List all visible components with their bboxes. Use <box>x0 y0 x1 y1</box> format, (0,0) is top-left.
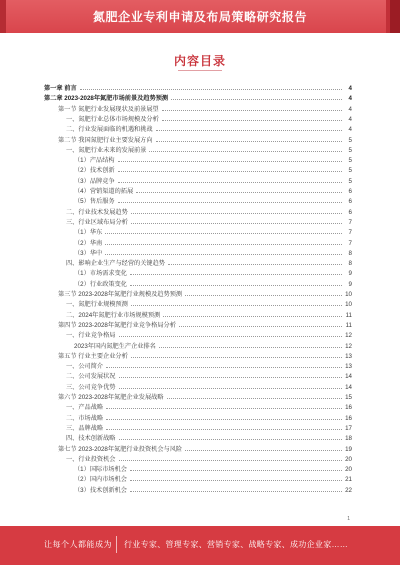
toc-entry-page: 4 <box>348 85 352 92</box>
toc-entry[interactable] <box>66 453 352 463</box>
toc-entry[interactable] <box>74 340 352 350</box>
toc-entry-title: 第一节 氮肥行业发展现状及前景展望 <box>58 105 159 113</box>
toc-leader-dots <box>168 263 342 265</box>
toc-leader-dots <box>130 273 342 275</box>
toc-leader-dots <box>131 304 342 306</box>
toc-entry[interactable] <box>74 237 352 247</box>
toc-entry-title: （3）品牌竞争 <box>74 177 115 185</box>
toc-entry-page: 20 <box>345 455 352 463</box>
toc-entry-title: （3）技术创新机会 <box>74 486 127 494</box>
toc-leader-dots <box>156 140 342 142</box>
toc-entry[interactable] <box>66 422 352 432</box>
toc-leader-dots <box>131 212 342 214</box>
toc-leader-dots <box>119 335 343 337</box>
toc-leader-dots <box>171 98 342 100</box>
toc-entry-page: 18 <box>345 435 352 443</box>
report-title: 氮肥企业专利申请及布局策略研究报告 <box>92 10 308 24</box>
toc-leader-dots <box>80 88 342 90</box>
toc-entry[interactable] <box>66 309 352 319</box>
toc-entry-page: 12 <box>345 342 352 350</box>
toc-entry[interactable] <box>66 206 352 216</box>
toc-leader-dots <box>131 222 342 224</box>
toc-entry-page: 19 <box>345 445 352 453</box>
toc-entry-title: （1）市场需求变化 <box>74 270 127 278</box>
toc-entry[interactable] <box>66 123 352 133</box>
header-banner <box>0 0 400 33</box>
toc-entry-title: （3）华中 <box>74 249 103 257</box>
toc-entry[interactable] <box>58 134 352 144</box>
toc-entry-page: 14 <box>345 383 352 391</box>
toc-entry[interactable] <box>58 288 352 298</box>
toc-entry-page: 5 <box>348 177 352 185</box>
toc-entry-title: 第六节 2023-2028年氮肥企业发展战略 <box>58 394 164 401</box>
toc-entry[interactable] <box>66 216 352 226</box>
toc-entry[interactable] <box>58 443 352 453</box>
toc-entry-page: 5 <box>348 167 352 175</box>
toc-entry-page: 16 <box>345 404 352 412</box>
toc-entry[interactable] <box>74 195 352 205</box>
toc-entry-title: 一、氮肥行业总体市场规模及分析 <box>66 115 159 123</box>
toc-entry-title: 三、品牌战略 <box>66 424 104 432</box>
toc-entry-page: 22 <box>345 486 352 494</box>
toc-entry[interactable] <box>66 144 352 154</box>
toc-leader-dots <box>105 232 342 234</box>
toc-entry-page: 4 <box>348 115 352 123</box>
toc-leader-dots <box>118 201 342 203</box>
toc-leader-dots <box>106 366 342 368</box>
toc-entry[interactable] <box>66 432 352 442</box>
toc-entry-title: 二、行业技术发展趋势 <box>66 208 128 216</box>
toc-entry[interactable] <box>66 412 352 422</box>
toc-entry-page: 16 <box>345 414 352 422</box>
toc-entry-page: 10 <box>345 301 352 309</box>
toc-entry-page: 13 <box>345 363 352 371</box>
toc-leader-dots <box>118 160 342 162</box>
toc-entry[interactable] <box>66 381 352 391</box>
toc-entry-title: （1）国际市场机会 <box>74 466 127 474</box>
toc-entry-title: （1）华东 <box>74 229 103 237</box>
toc-entry[interactable] <box>44 92 352 102</box>
toc-leader-dots <box>185 294 342 296</box>
toc-entry[interactable] <box>66 113 352 123</box>
toc-leader-dots <box>131 356 342 358</box>
toc-entry[interactable] <box>74 175 352 185</box>
toc-leader-dots <box>130 284 342 286</box>
toc-entry-title: 第一章 前言 <box>44 85 77 92</box>
toc-entry-page: 7 <box>348 239 352 247</box>
toc-entry-page: 7 <box>348 229 352 237</box>
toc-leader-dots <box>106 418 342 420</box>
toc-entry[interactable] <box>74 247 352 257</box>
toc-entry-title: 第五节 行业主要企业分析 <box>58 352 128 360</box>
toc-leader-dots <box>185 449 342 451</box>
toc-leader-dots <box>106 428 342 430</box>
toc-entry-title: （2）行业政策变化 <box>74 280 127 288</box>
toc-entry-title: 一、行业竞争格局 <box>66 332 116 340</box>
toc-entry-title: 第四节 2023-2028年氮肥行业竞争格局分析 <box>58 321 176 329</box>
toc-entry-page: 8 <box>348 260 352 268</box>
toc-entry-title: 二、市场战略 <box>66 414 104 422</box>
toc-heading-rule <box>178 70 222 71</box>
toc-leader-dots <box>119 459 343 461</box>
toc-entry[interactable] <box>74 164 352 174</box>
toc-leader-dots <box>162 109 342 111</box>
toc-entry-title: 第七节 2023-2028年氮肥行业投资机会与风险 <box>58 445 183 453</box>
footer-banner <box>0 526 400 565</box>
toc-entry[interactable] <box>74 484 352 494</box>
toc-leader-dots <box>118 170 342 172</box>
toc-entry[interactable] <box>74 473 352 483</box>
toc-entry[interactable] <box>66 257 352 267</box>
toc-leader-dots <box>130 469 342 471</box>
toc-entry-page: 6 <box>348 198 352 206</box>
toc-entry-page: 7 <box>348 218 352 226</box>
toc-leader-dots <box>179 325 342 327</box>
toc-entry[interactable] <box>58 391 352 401</box>
toc-entry[interactable] <box>74 267 352 277</box>
toc-entry[interactable] <box>74 278 352 288</box>
footer-tagline: 行业专家、管理专家、营销专家、战略专家、成功企业家…… <box>124 540 349 549</box>
toc-leader-dots <box>105 243 342 245</box>
toc-entry-title: 2023年国内氮肥生产企业排名 <box>74 342 156 350</box>
toc-entry-title: （2）技术创新 <box>74 167 115 175</box>
toc-leader-dots <box>119 438 343 440</box>
toc-leader-dots <box>119 376 343 378</box>
toc-entry-page: 15 <box>345 394 352 401</box>
toc-entry[interactable] <box>74 226 352 236</box>
toc-entry-title: 一、行业投资机会 <box>66 455 116 463</box>
toc-entry-page: 4 <box>348 126 352 134</box>
toc-entry-title: 一、公司简介 <box>66 363 104 371</box>
toc-entry[interactable] <box>58 319 352 329</box>
toc-leader-dots <box>106 407 342 409</box>
toc-entry-page: 10 <box>345 291 352 298</box>
toc-leader-dots <box>136 191 342 193</box>
page-number: 1 <box>347 516 350 522</box>
toc-entry[interactable] <box>66 370 352 380</box>
toc-entry-title: （1）产品结构 <box>74 157 115 165</box>
toc-entry[interactable] <box>66 329 352 339</box>
toc-entry-title: （5）售后服务 <box>74 198 115 206</box>
toc-entry-title: 二、2024年氮肥行业市场规模预测 <box>66 311 161 319</box>
toc-entry-page: 5 <box>348 157 352 165</box>
toc-leader-dots <box>156 129 342 131</box>
header-right-stripe <box>390 0 400 33</box>
toc-entry-title: 第三节 2023-2028年氮肥行业规模及趋势预测 <box>58 291 183 298</box>
toc-entry-page: 11 <box>345 311 352 319</box>
toc-leader-dots <box>167 397 342 399</box>
toc-entry[interactable] <box>74 463 352 473</box>
toc-heading: 内容目录 <box>173 54 226 68</box>
toc-entry-title: 一、氮肥行业未来的发展前景 <box>66 146 147 154</box>
toc-entry[interactable] <box>58 103 352 113</box>
toc-entry-title: （2）华南 <box>74 239 103 247</box>
toc-entry-page: 13 <box>345 352 352 360</box>
toc-leader-dots <box>119 387 343 389</box>
toc-entry[interactable] <box>74 185 352 195</box>
toc-entry-title: 二、公司发展状况 <box>66 373 116 381</box>
toc-entry-title: 第二节 我国氮肥行业主要发展方向 <box>58 136 153 144</box>
toc-leader-dots <box>118 181 342 183</box>
toc-entry[interactable] <box>74 154 352 164</box>
toc-entry[interactable] <box>66 298 352 308</box>
toc-entry-page: 14 <box>345 373 352 381</box>
header-left-stripe <box>0 0 6 33</box>
toc-entry[interactable] <box>66 401 352 411</box>
footer-lead-text: 让每个人都能成为 <box>44 540 112 549</box>
toc-entry-title: 一、产品战略 <box>66 404 104 412</box>
toc-leader-dots <box>105 253 342 255</box>
toc-entry-page: 6 <box>348 208 352 216</box>
toc-leader-dots <box>159 346 342 348</box>
toc-entry-title: 四、影响企业生产与经营的关键趋势 <box>66 260 165 268</box>
toc-leader-dots <box>149 150 342 152</box>
toc-entry-title: 三、公司竞争优势 <box>66 383 116 391</box>
toc-entry[interactable] <box>58 350 352 360</box>
toc-entry-title: 第二章 2023-2028年氮肥市场前景及趋势预测 <box>44 95 169 103</box>
toc-entry[interactable] <box>44 82 352 92</box>
toc-entry-title: （4）营销渠道的拓展 <box>74 188 134 195</box>
toc-entry-page: 17 <box>345 424 352 432</box>
toc-entry-title: 四、技术创新战略 <box>66 435 116 443</box>
toc-entry-page: 5 <box>348 136 352 144</box>
toc-entry-page: 4 <box>348 105 352 113</box>
toc-leader-dots <box>162 119 342 121</box>
toc-entry-page: 9 <box>348 270 352 278</box>
toc-entry-page: 9 <box>348 280 352 288</box>
toc-entry-page: 8 <box>348 249 352 257</box>
toc-entry-title: 三、行业区域布局分析 <box>66 218 128 226</box>
toc-entry-title: 二、行业发展面临的机遇和挑战 <box>66 126 153 134</box>
toc-leader-dots <box>130 490 342 492</box>
toc-entry-page: 6 <box>348 188 352 195</box>
toc-entry-page: 21 <box>345 476 352 484</box>
toc-entry-page: 12 <box>345 332 352 340</box>
toc-entry-title: （2）国内市场机会 <box>74 476 127 484</box>
toc-leader-dots <box>130 479 342 481</box>
toc-entry-title: 一、氮肥行业规模预测 <box>66 301 128 309</box>
toc-entry-page: 11 <box>345 321 352 329</box>
toc-entry-page: 20 <box>345 466 352 474</box>
toc-entry[interactable] <box>66 360 352 370</box>
toc-leader-dots <box>163 315 342 317</box>
toc-entry-page: 5 <box>348 146 352 154</box>
toc-entry-page: 4 <box>348 95 352 103</box>
footer-divider <box>116 536 117 553</box>
